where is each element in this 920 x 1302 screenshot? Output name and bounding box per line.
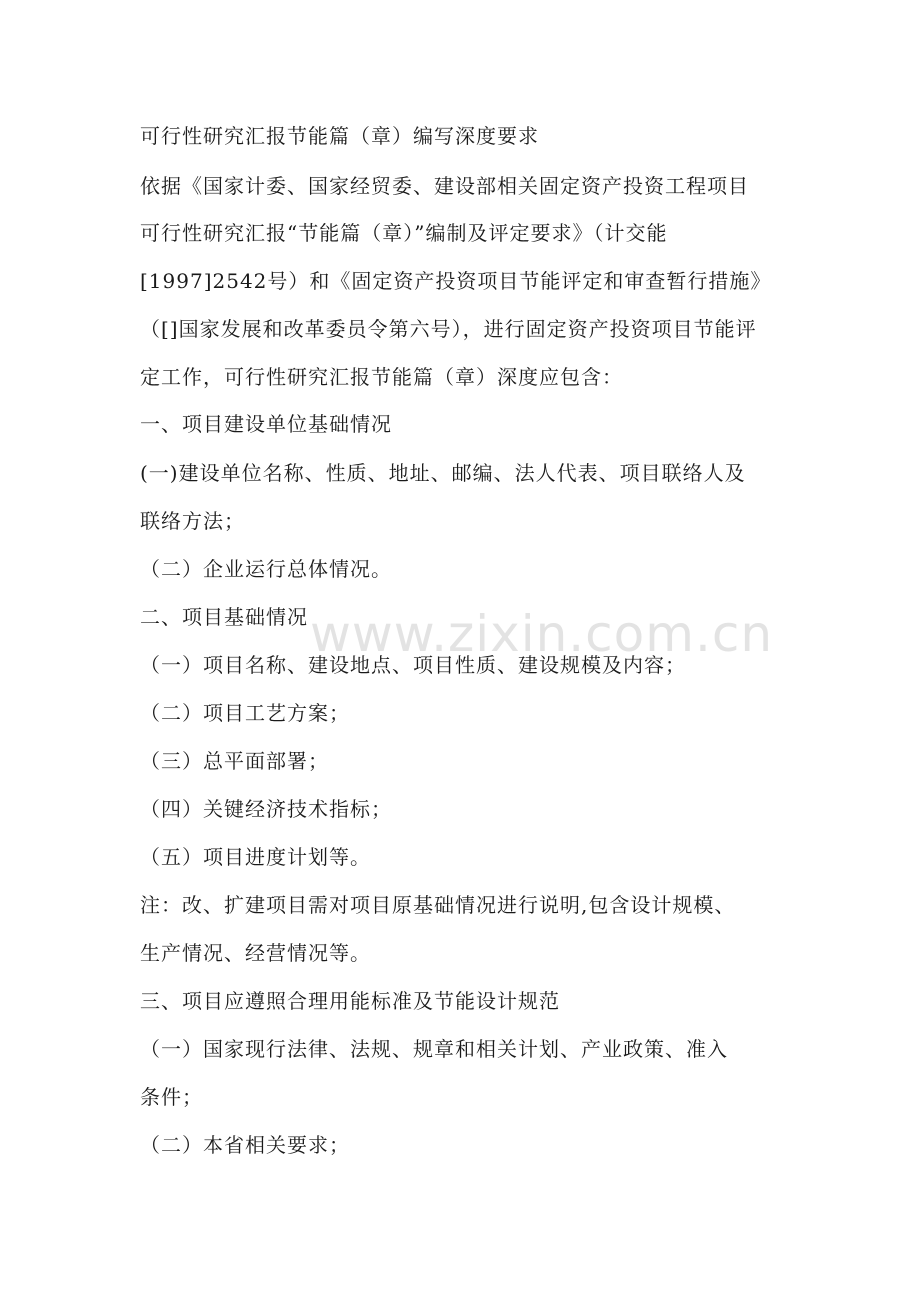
list-item: （一）国家现行法律、法规、规章和相关计划、产业政策、准入: [140, 1037, 728, 1061]
list-item: （一）项目名称、建设地点、项目性质、建设规模及内容；: [140, 653, 686, 677]
note-text-continuation: 生产情况、经营情况等。: [140, 941, 371, 965]
list-item: （二）项目工艺方案；: [140, 701, 350, 725]
section-heading: 二、项目基础情况: [140, 605, 308, 629]
list-item: （四）关键经济技术指标；: [140, 797, 392, 821]
section-heading: 一、项目建设单位基础情况: [140, 412, 392, 436]
paragraph-line: 定工作，可行性研究汇报节能篇（章）深度应包含：: [140, 365, 623, 389]
list-item-continuation: 条件；: [140, 1085, 203, 1109]
list-item-continuation: 联络方法；: [140, 509, 245, 533]
document-title: 可行性研究汇报节能篇（章）编写深度要求: [140, 124, 539, 148]
watermark: www.zixin.com.cn: [310, 605, 774, 663]
paragraph-line: 依据《国家计委、国家经贸委、建设部相关固定资产投资工程项目: [140, 174, 749, 198]
note-text: 注：改、扩建项目需对项目原基础情况进行说明,包含设计规模、: [140, 893, 736, 917]
list-item: （二）本省相关要求；: [140, 1133, 350, 1157]
paragraph-line: 可行性研究汇报“节能篇（章）”编制及评定要求》（计交能: [140, 221, 668, 245]
list-item: （五）项目进度计划等。: [140, 845, 371, 869]
paragraph-line: （[]国家发展和改革委员令第六号），进行固定资产投资项目节能评: [140, 317, 757, 341]
paragraph-line: [1997]2542号）和《固定资产投资项目节能评定和审查暂行措施》: [140, 269, 772, 293]
list-item: （三）总平面部署；: [140, 749, 329, 773]
list-item: (一)建设单位名称、性质、地址、邮编、法人代表、项目联络人及: [140, 461, 746, 485]
section-heading: 三、项目应遵照合理用能标准及节能设计规范: [140, 989, 560, 1013]
list-item: （二）企业运行总体情况。: [140, 557, 392, 581]
